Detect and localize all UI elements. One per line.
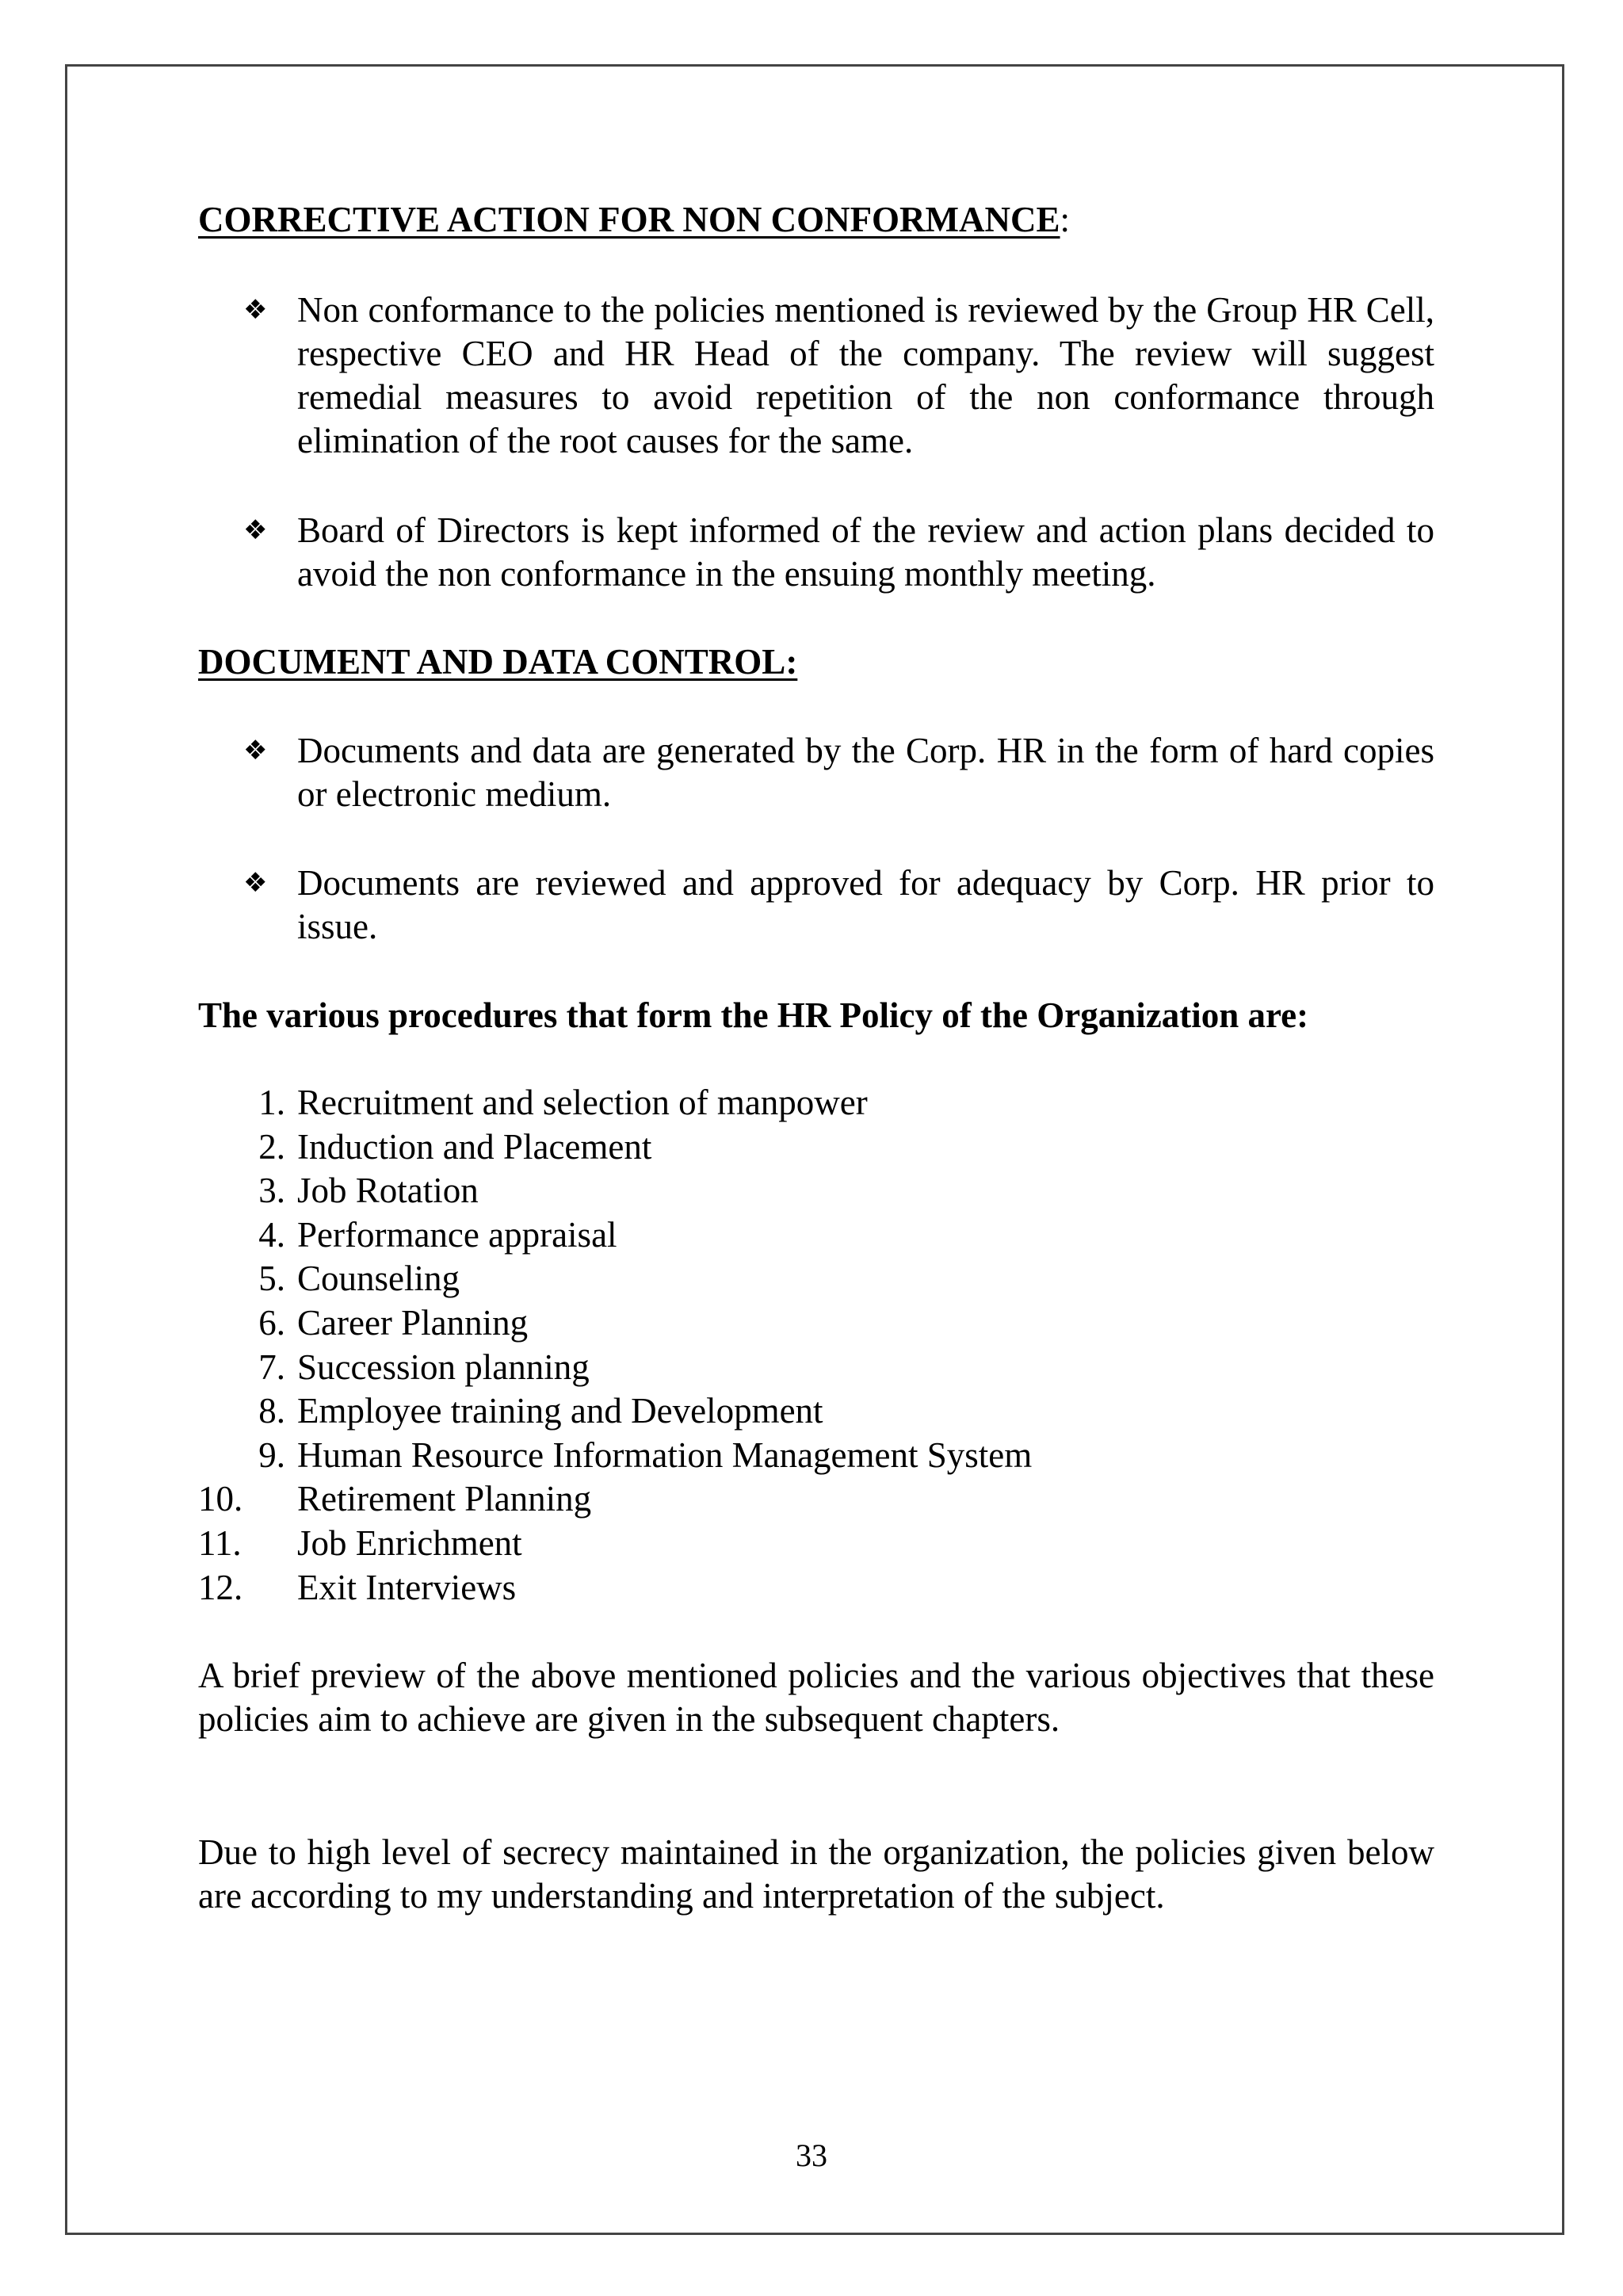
list-item-text: Career Planning [297,1302,529,1343]
document-bullet-2-text: Documents are reviewed and approved for adequacy by Corp. HR prior to issue. [297,863,1434,946]
corrective-bullet-1-text: Non conformance to the policies mentioned is reviewed by the Group HR Cell, respective CEO and HR Head of the company. The review will suggest remedial measures to avoid repetition of the non conformance through elimination of the root causes for the same. [297,290,1434,460]
list-item-number: 10. [198,1479,243,1519]
list-item-number: 11. [198,1522,242,1563]
document-bullet-2 [198,861,1434,949]
procedures-intro: The various procedures that form the HR Policy of the Organization are: [198,995,1309,1035]
document-control-heading [198,640,797,684]
list-item-number: 4. [258,1214,285,1255]
preview-paragraph: A brief preview of the above mentioned policies and the various objectives that these policies aim to achieve are given in the subsequent chapters. [198,1656,1434,1739]
diamond-bullet-icon: ❖ [243,514,268,546]
list-item-number: 6. [258,1302,285,1343]
diamond-bullet-icon: ❖ [243,867,268,899]
corrective-bullet-1 [198,288,1434,463]
list-item-text: Job Enrichment [297,1522,522,1563]
list-item-text: Retirement Planning [297,1479,592,1519]
list-item-text: Job Rotation [297,1171,479,1211]
document-bullet-1-text: Documents and data are generated by the Corp. HR in the form of hard copies or electronic medium. [297,731,1434,814]
diamond-bullet-icon: ❖ [243,294,268,326]
list-item-number: 12. [198,1567,243,1607]
list-item-number: 7. [258,1347,285,1387]
list-item-text: Human Resource Information Management System [297,1435,1033,1475]
list-item-text: Employee training and Development [297,1391,823,1431]
page-number: 33 [796,2137,827,2173]
list-item-number: 1. [258,1083,285,1122]
list-item-text: Performance appraisal [297,1214,617,1255]
corrective-action-heading [198,198,1070,242]
list-item-number: 2. [258,1126,285,1167]
corrective-bullet-2-text: Board of Directors is kept informed of the review and action plans decided to avoid the non conformance in the ensuing monthly meeting. [297,510,1434,594]
list-item-text: Induction and Placement [297,1126,652,1167]
list-item-number: 3. [258,1171,285,1211]
corrective-bullet-2 [198,509,1434,596]
corrective-action-title-colon: : [1060,200,1071,239]
list-item-text: Succession planning [297,1347,590,1387]
diamond-bullet-icon: ❖ [243,735,268,766]
list-item-number: 8. [258,1391,285,1431]
list-item-text: Counseling [297,1259,460,1299]
document-control-title: DOCUMENT AND DATA CONTROL: [198,642,798,682]
list-item-text: Exit Interviews [297,1567,517,1607]
list-item-number: 5. [258,1259,285,1299]
document-bullet-1 [198,729,1434,816]
corrective-action-title: CORRECTIVE ACTION FOR NON CONFORMANCE [198,200,1060,239]
list-item-number: 9. [258,1435,285,1475]
list-item-text: Recruitment and selection of manpower [297,1083,868,1122]
secrecy-paragraph: Due to high level of secrecy maintained in the organization, the policies given below are according to my understanding and interpretation of the subject. [198,1832,1434,1916]
